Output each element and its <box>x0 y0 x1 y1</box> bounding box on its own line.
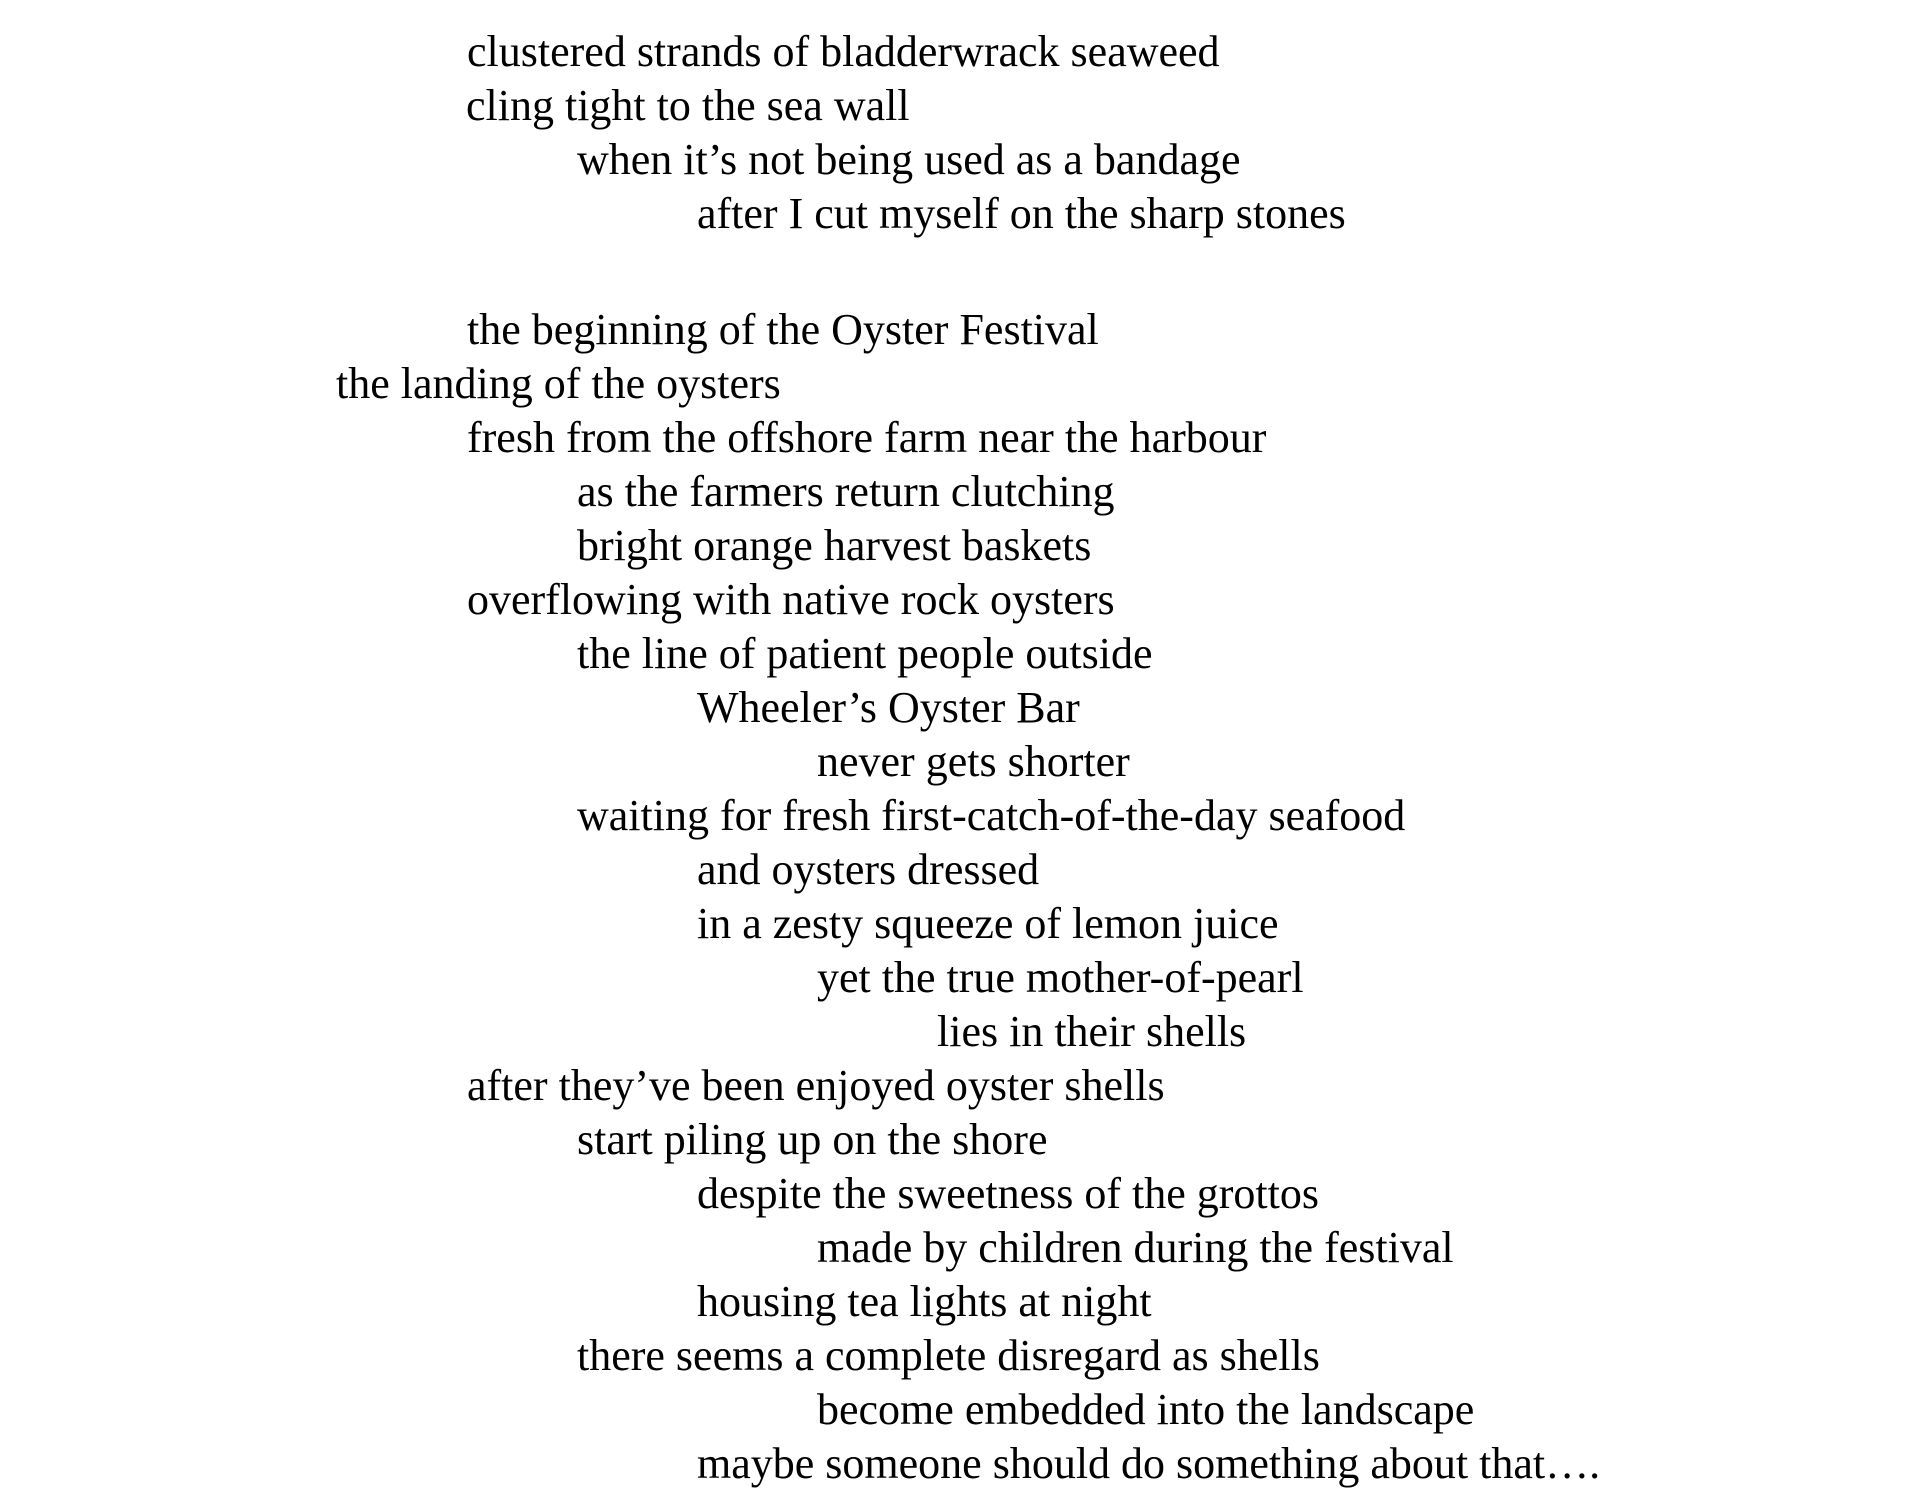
poem-line: bright orange harvest baskets <box>577 521 1092 570</box>
poem-line: maybe someone should do something about that…. <box>697 1439 1601 1488</box>
poem-line: as the farmers return clutching <box>577 467 1115 516</box>
poem-line: when it’s not being used as a bandage <box>577 135 1241 184</box>
poem-line: and oysters dressed <box>697 845 1040 894</box>
poem-line: Wheeler’s Oyster Bar <box>697 683 1080 732</box>
poem-line: the beginning of the Oyster Festival <box>467 305 1099 354</box>
poem-line: overflowing with native rock oysters <box>467 575 1115 624</box>
poem-line: become embedded into the landscape <box>817 1385 1475 1434</box>
poem-line: after I cut myself on the sharp stones <box>697 189 1346 238</box>
poem-line: made by children during the festival <box>817 1223 1454 1272</box>
poem-line: waiting for fresh first-catch-of-the-day seafood <box>577 791 1406 840</box>
poem-line: cling tight to the sea wall <box>466 81 910 130</box>
poem-line: yet the true mother-of-pearl <box>817 953 1304 1002</box>
poem-line: clustered strands of bladderwrack seaweed <box>467 27 1220 76</box>
poem-line: the line of patient people outside <box>577 629 1153 678</box>
poem-line: there seems a complete disregard as shells <box>577 1331 1320 1380</box>
poem-line: despite the sweetness of the grottos <box>697 1169 1319 1218</box>
poem-line: in a zesty squeeze of lemon juice <box>697 899 1279 948</box>
poem-line: start piling up on the shore <box>577 1115 1048 1164</box>
poem-line: housing tea lights at night <box>697 1277 1152 1326</box>
poem-line: after they’ve been enjoyed oyster shells <box>467 1061 1165 1110</box>
poem-line: never gets shorter <box>817 737 1130 786</box>
poem-line: fresh from the offshore farm near the harbour <box>467 413 1267 462</box>
poem-line: the landing of the oysters <box>336 359 781 408</box>
poem-line: lies in their shells <box>937 1007 1247 1056</box>
